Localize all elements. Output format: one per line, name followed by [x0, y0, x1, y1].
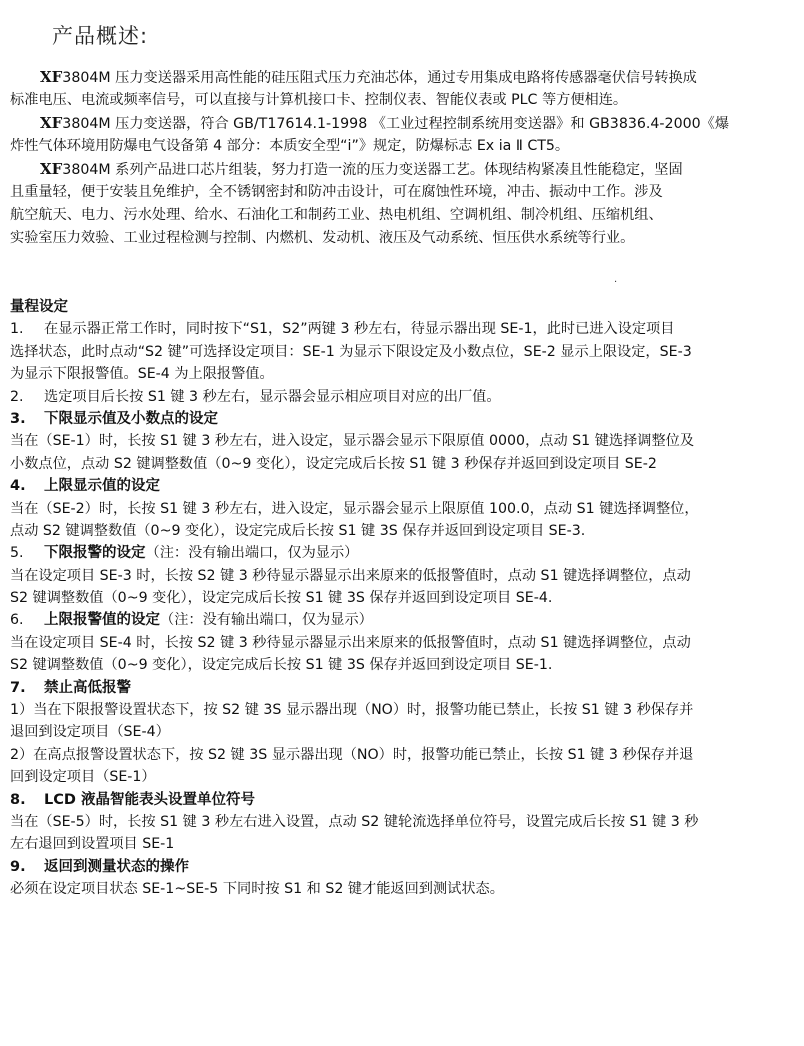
- item9-heading: 9. 返回到测量状态的操作: [10, 858, 189, 875]
- item7-line4: 回到设定项目（SE-1）: [10, 769, 156, 786]
- item7-line1: 1）当在下限报警设置状态下，按 S2 键 3S 显示器出现（NO）时，报警功能已禁止，长按 S1 键 3 秒保存并: [10, 702, 694, 719]
- intro-p1-line1: XF3804M 压力变送器采用高性能的硅压阻式压力充油芯体，通过专用集成电路将传感器毫伏信号转换成: [40, 68, 697, 86]
- item7-line3: 2）在高点报警设置状态下，按 S2 键 3S 显示器出现（NO）时，报警功能已禁止，长按 S1 键 3 秒保存并退: [10, 746, 694, 763]
- item8-line1: 当在（SE-5）时，长按 S1 键 3 秒左右进入设置，点动 S2 键轮流选择单位符号，设置完成后长按 S1 键 3 秒: [10, 813, 699, 830]
- item6-line2: S2 键调整数值（0~9 变化），设定完成后长按 S1 键 3S 保存并返回到设定项目 SE-1.: [10, 657, 553, 674]
- item1-line3: 为显示下限报警值。SE-4 为上限报警值。: [10, 366, 274, 383]
- intro-p2-line2: 炸性气体环境用防爆电气设备第 4 部分：本质安全型“i”》规定，防爆标志 Ex ia Ⅱ CT5。: [10, 138, 570, 154]
- item9-line1: 必须在设定项目状态 SE-1~SE-5 下同时按 S1 和 S2 键才能返回到测试状态。: [10, 881, 504, 898]
- item1-line1: 1. 在显示器正常工作时，同时按下“S1，S2”两键 3 秒左右，待显示器出现 SE-1，此时已进入设定项目: [10, 321, 675, 338]
- item5-line1: 当在设定项目 SE-3 时，长按 S2 键 3 秒待显示器显示出来原来的低报警值时，点动 S1 键选择调整位，点动: [10, 567, 691, 584]
- brand-mark: XF: [40, 114, 63, 132]
- item6-heading: 6. 上限报警值的设定（注：没有输出端口，仅为显示）: [10, 612, 373, 629]
- item4-heading: 4. 上限显示值的设定: [10, 478, 160, 495]
- item1-line2: 选择状态，此时点动“S2 键”可选择设定项目：SE-1 为显示下限设定及小数点位，SE-2 显示上限设定，SE-3: [10, 343, 692, 360]
- item4-line1: 当在（SE-2）时，长按 S1 键 3 秒左右，进入设定，显示器会显示上限原值 100.0，点动 S1 键选择调整位，: [10, 500, 699, 517]
- item8-heading: 8. LCD 液晶智能表头设置单位符号: [10, 791, 255, 808]
- item5-line2: S2 键调整数值（0~9 变化），设定完成后长按 S1 键 3S 保存并返回到设定项目 SE-4.: [10, 590, 553, 607]
- item3-line1: 当在（SE-1）时，长按 S1 键 3 秒左右，进入设定，显示器会显示下限原值 0000，点动 S1 键选择调整位及: [10, 433, 695, 450]
- item5-heading: 5. 下限报警的设定（注：没有输出端口，仅为显示）: [10, 545, 359, 562]
- intro-p1-line2: 标准电压、电流或频率信号，可以直接与计算机接口卡、控制仪表、智能仪表或 PLC 等方便相连。: [10, 92, 628, 108]
- item3-heading: 3. 下限显示值及小数点的设定: [10, 410, 218, 427]
- item7-line2: 退回到设定项目（SE-4）: [10, 724, 170, 741]
- intro-p2-line1: XF3804M 压力变送器，符合 GB/T17614.1-1998 《工业过程控制系统用变送器》和 GB3836.4-2000《爆: [40, 114, 730, 132]
- intro-p3-line3: 航空航天、电力、污水处理、给水、石油化工和制药工业、热电机组、空调机组、制冷机组、压缩机组、: [10, 207, 663, 223]
- section-heading-range: 量程设定: [10, 299, 68, 315]
- intro-p3-line1: XF3804M 系列产品进口芯片组装，努力打造一流的压力变送器工艺。体现结构紧凑且性能稳定，坚固: [40, 160, 683, 178]
- intro-p3-line2: 且重量轻，便于安装且免维护，全不锈钢密封和防冲击设计，可在腐蚀性环境，冲击、振动中工作。涉及: [10, 184, 663, 200]
- brand-mark: XF: [40, 68, 63, 86]
- item2-line1: 2. 选定项目后长按 S1 键 3 秒左右，显示器会显示相应项目对应的出厂值。: [10, 388, 501, 405]
- item8-line2: 左右退回到设置项目 SE-1: [10, 836, 175, 853]
- page-title: 产品概述:: [52, 24, 149, 48]
- item3-line2: 小数点位，点动 S2 键调整数值（0~9 变化），设定完成后长按 S1 键 3 秒保存并返回到设定项目 SE-2: [10, 455, 657, 472]
- item7-heading: 7. 禁止高低报警: [10, 679, 131, 696]
- intro-p3-line4: 实验室压力效验、工业过程检测与控制、内燃机、发动机、液压及气动系统、恒压供水系统等行业。: [10, 230, 635, 246]
- product-overview: [10, 66, 796, 250]
- item6-line1: 当在设定项目 SE-4 时，长按 S2 键 3 秒待显示器显示出来原来的低报警值时，点动 S1 键选择调整位，点动: [10, 634, 691, 651]
- item4-line2: 点动 S2 键调整数值（0~9 变化），设定完成后长按 S1 键 3S 保存并返回到设定项目 SE-3.: [10, 522, 586, 539]
- settings-section: [10, 296, 796, 901]
- brand-mark: XF: [40, 160, 63, 178]
- stray-dot: .: [614, 274, 618, 285]
